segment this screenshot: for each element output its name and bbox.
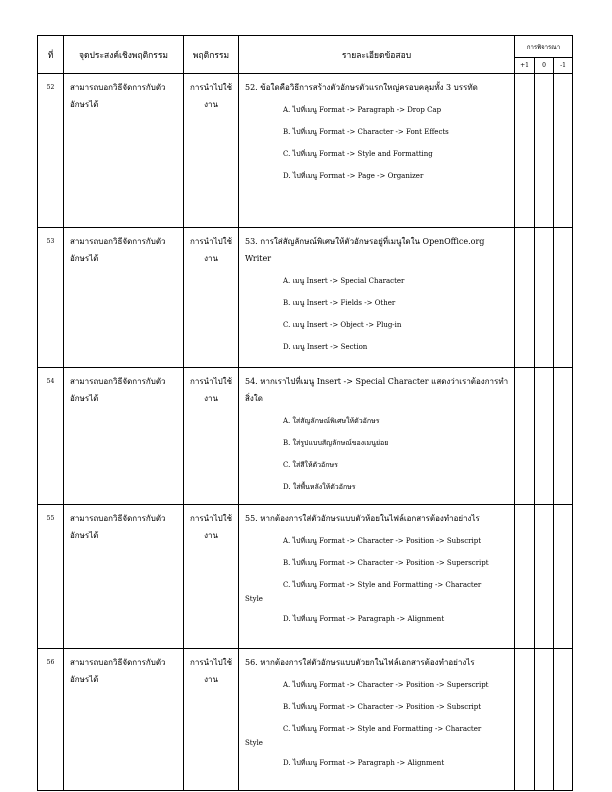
eval-minus-one-cell [554,74,573,228]
behavior-text: การนำไปใช้งาน [184,228,239,368]
answer-option: C. เมนู Insert -> Object -> Plug-in [283,321,402,329]
behavior-text: การนำไปใช้งาน [184,505,239,649]
option-continuation: Style [245,739,263,747]
objective-text: สามารถบอกวิธีจัดการกับตัวอักษรได้ [64,74,184,228]
answer-option: A. ไปที่เมนู Format -> Character -> Position -> Subscript [283,537,482,545]
answer-option: D. ไปที่เมนู Format -> Page -> Organizer [283,172,424,180]
answer-option: D. ใส่พื้นหลังให้ตัวอักษร [283,483,356,491]
answer-option: A. เมนู Insert -> Special Character [283,277,405,285]
table-row [38,74,573,228]
eval-zero-cell [535,649,554,791]
objective-text: สามารถบอกวิธีจัดการกับตัวอักษรได้ [64,505,184,649]
eval-minus-one-cell [554,368,573,505]
question-details [239,368,515,505]
behavior-text: การนำไปใช้งาน [184,368,239,505]
question-details [239,649,515,791]
table-row [38,649,573,791]
question-details [239,228,515,368]
answer-option: A. ไปที่เมนู Format -> Paragraph -> Drop Cap [283,106,442,114]
eval-plus-one-cell [515,505,535,649]
answer-option: B. เมนู Insert -> Fields -> Other [283,299,396,307]
answer-option: B. ไปที่เมนู Format -> Character -> Position -> Subscript [283,703,482,711]
eval-plus-one-cell [515,74,535,228]
header-objective: จุดประสงค์เชิงพฤติกรรม [64,36,184,74]
eval-minus-one-cell [554,505,573,649]
header-plus-one: +1 [515,58,535,74]
header-minus-one: -1 [554,58,573,74]
question-text: 55. หากต้องการใส่ตัวอักษรแบบตัวห้อยในไฟล์เอกสารต้องทำอย่างไร [245,514,480,523]
header-details: รายละเอียดข้อสอบ [239,36,515,74]
answer-option: D. ไปที่เมนู Format -> Paragraph -> Alignment [283,615,445,623]
table-row [38,505,573,649]
behavior-text: การนำไปใช้งาน [184,74,239,228]
eval-plus-one-cell [515,228,535,368]
question-text: 52. ข้อใดคือวิธีการสร้างตัวอักษรตัวแรกใหญ่ครอบคลุมทั้ง 3 บรรทัด [245,83,478,92]
eval-minus-one-cell [554,649,573,791]
eval-zero-cell [535,368,554,505]
answer-option: C. ไปที่เมนู Format -> Style and Formatting [283,150,433,158]
objective-text: สามารถบอกวิธีจัดการกับตัวอักษรได้ [64,649,184,791]
behavior-text: การนำไปใช้งาน [184,649,239,791]
eval-plus-one-cell [515,368,535,505]
answer-option: A. ใส่สัญลักษณ์พิเศษให้ตัวอักษร [283,417,380,425]
answer-option: C. ไปที่เมนู Format -> Style and Formatting -> Character [283,581,482,589]
answer-option: B. ไปที่เมนู Format -> Character -> Position -> Superscript [283,559,489,567]
answer-option: C. ไปที่เมนู Format -> Style and Formatting -> Character [283,725,482,733]
eval-minus-one-cell [554,228,573,368]
question-details [239,74,515,228]
eval-zero-cell [535,228,554,368]
eval-zero-cell [535,74,554,228]
question-text: 56. หากต้องการใส่ตัวอักษรแบบตัวยกในไฟล์เอกสารต้องทำอย่างไร [245,658,475,667]
header-zero: 0 [535,58,554,74]
answer-option: A. ไปที่เมนู Format -> Character -> Position -> Superscript [283,681,489,689]
eval-plus-one-cell [515,649,535,791]
question-details [239,505,515,649]
answer-option: C. ใส่สีให้ตัวอักษร [283,461,338,469]
answer-option: B. ไปที่เมนู Format -> Character -> Font Effects [283,128,449,136]
option-continuation: Style [245,595,263,603]
objective-text: สามารถบอกวิธีจัดการกับตัวอักษรได้ [64,228,184,368]
table-row [38,368,573,505]
header-no: ที่ [38,36,64,74]
question-number: 55 [38,505,64,649]
question-number: 52 [38,74,64,228]
answer-option: D. ไปที่เมนู Format -> Paragraph -> Alignment [283,759,445,767]
exam-table [37,35,573,791]
question-number: 56 [38,649,64,791]
answer-option: B. ใส่รูปแบบสัญลักษณ์ของเมนูย่อย [283,439,389,447]
header-evaluation: การพิจารณา [515,36,573,58]
question-number: 54 [38,368,64,505]
question-number: 53 [38,228,64,368]
eval-zero-cell [535,505,554,649]
header-behavior: พฤติกรรม [184,36,239,74]
question-text: 53. การใส่สัญลักษณ์พิเศษให้ตัวอักษรอยู่ที่เมนูใดใน OpenOffice.org Writer [245,237,485,263]
question-text: 54. หากเราไปที่เมนู Insert -> Special Character แสดงว่าเราต้องการทำสิ่งใด [245,377,509,403]
objective-text: สามารถบอกวิธีจัดการกับตัวอักษรได้ [64,368,184,505]
answer-option: D. เมนู Insert -> Section [283,343,368,351]
table-row [38,228,573,368]
